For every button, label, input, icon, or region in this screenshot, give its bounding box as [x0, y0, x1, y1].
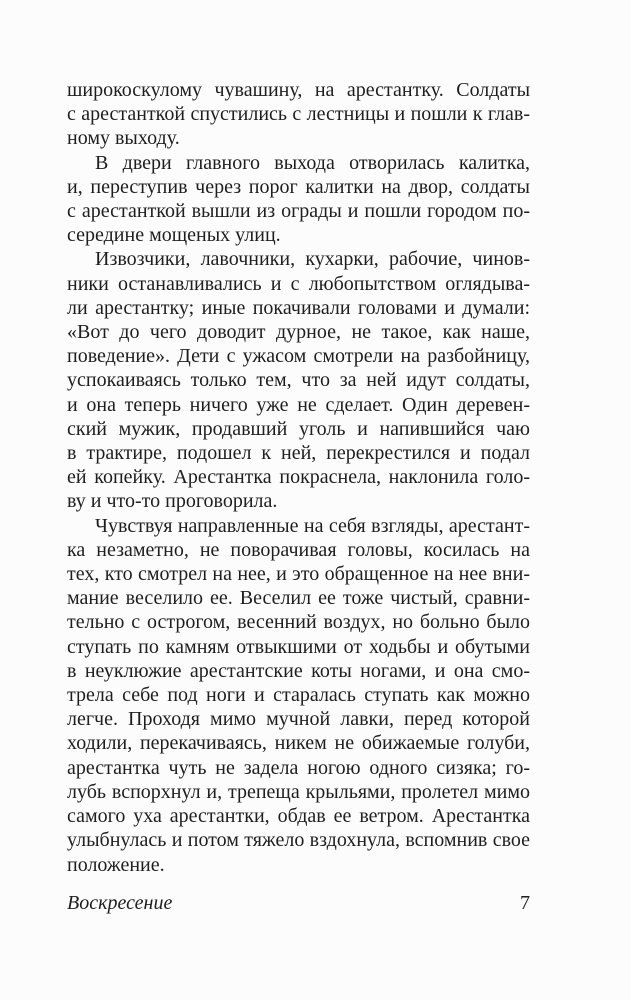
text-line: Извозчики, лавочники, кухарки, рабочие, чинов-: [95, 248, 530, 271]
text-line: трела себе под ноги и старалась ступать как можно: [67, 684, 530, 707]
text-line: самого уха арестантки, обдав ее ветром. Арестантка: [67, 805, 530, 828]
text-line: ву и что-то проговорила.: [67, 490, 278, 513]
text-line: тех, кто смотрел на нее, и это обращенное на нее вни-: [67, 563, 530, 586]
text-line: ники останавливались и с любопытством оглядыва-: [67, 272, 530, 295]
text-line: ский мужик, продавший уголь и напившийся чаю: [67, 417, 530, 440]
text-line: и, переступив через порог калитки на двор, солдаты: [67, 175, 530, 198]
text-line: положение.: [67, 853, 165, 876]
text-line: ступать по камням отвыкшими от ходьбы и обутыми: [67, 635, 530, 658]
text-line: с арестанткой спустились с лестницы и пошли к глав-: [67, 103, 530, 126]
text-line: лубь вспорхнул и, трепеща крыльями, пролетел мимо: [67, 780, 530, 803]
text-line: поведение». Дети с ужасом смотрели на разбойницу,: [67, 345, 530, 368]
text-line: легче. Проходя мимо мучной лавки, перед которой: [67, 708, 530, 731]
footer-book-title: Воскресение: [67, 892, 173, 914]
text-block: [67, 78, 530, 877]
page-number: 7: [520, 892, 530, 914]
text-line: ходили, перекачиваясь, никем не обижаемые голуби,: [67, 732, 530, 755]
text-line: тельно с острогом, весенний воздух, но больно было: [67, 611, 530, 634]
text-line: и она теперь ничего уже не сделает. Один деревен-: [67, 393, 530, 416]
text-line: в неуклюжие арестантские коты ногами, и она смо-: [67, 659, 530, 682]
text-line: ли арестантку; иные покачивали головами и думали:: [67, 296, 530, 319]
text-line: мание веселило ее. Веселил ее тоже чистый, сравни-: [67, 587, 530, 610]
text-line: В двери главного выхода отворилась калитка,: [95, 151, 530, 174]
text-line: арестантка чуть не задела ногою одного сизяка; го-: [67, 756, 530, 779]
text-line: успокаиваясь только тем, что за ней идут солдаты,: [67, 369, 530, 392]
text-line: широкоскулому чувашину, на арестантку. Солдаты: [67, 79, 530, 101]
text-line: ному выходу.: [67, 127, 180, 150]
text-line: с арестанткой вышли из ограды и пошли городом по-: [67, 200, 530, 223]
text-line: Чувствуя направленные на себя взгляды, арестант-: [95, 514, 530, 537]
text-line: в трактире, подошел к ней, перекрестился и подал: [67, 442, 530, 465]
page-footer: [67, 891, 530, 915]
text-line: середине мощеных улиц.: [67, 224, 281, 247]
text-line: ей копейку. Арестантка покраснела, наклонила голо-: [67, 466, 530, 489]
text-line: ка незаметно, не поворачивая головы, косилась на: [67, 538, 530, 561]
text-line: улыбнулась и потом тяжело вздохнула, вспомнив свое: [67, 829, 530, 852]
text-line: «Вот до чего доводит дурное, не такое, как наше,: [67, 321, 530, 344]
